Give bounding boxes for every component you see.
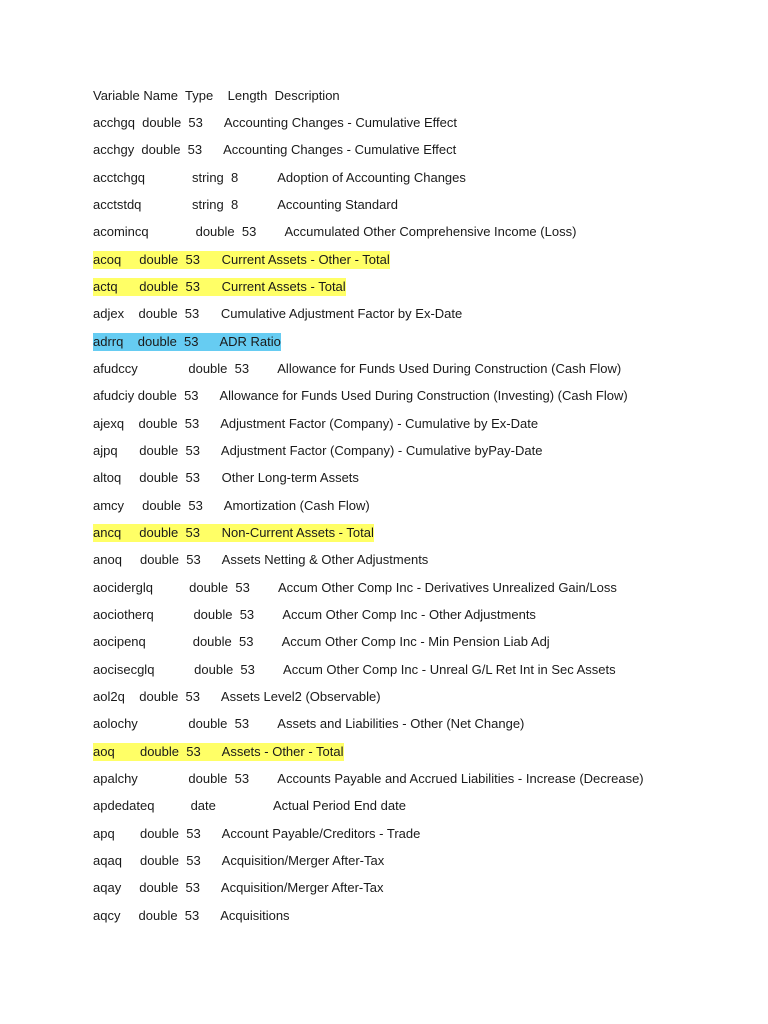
variable-line: altoq double 53 Other Long-term Assets — [93, 470, 359, 485]
variable-line: acchgy double 53 Accounting Changes - Cumulative Effect — [93, 142, 457, 157]
variable-line: aol2q double 53 Assets Level2 (Observable) — [93, 689, 381, 704]
variable-line: aocisecglq double 53 Accum Other Comp Inc - Unreal G/L Ret Int in Sec Assets — [93, 662, 616, 677]
variable-line: afudccy double 53 Allowance for Funds Used During Construction (Cash Flow) — [93, 361, 622, 376]
header-line: Variable Name Type Length Description — [93, 88, 340, 103]
variable-line: aolochy double 53 Assets and Liabilities - Other (Net Change) — [93, 716, 525, 731]
variable-line: ancq double 53 Non-Current Assets - Total — [93, 525, 374, 540]
variable-line: aqay double 53 Acquisition/Merger After-Tax — [93, 880, 384, 895]
variable-line: aociderglq double 53 Accum Other Comp Inc - Derivatives Unrealized Gain/Loss — [93, 580, 617, 595]
variable-line: aqcy double 53 Acquisitions — [93, 908, 290, 923]
variable-line: amcy double 53 Amortization (Cash Flow) — [93, 498, 370, 513]
variable-line: acctstdq string 8 Accounting Standard — [93, 197, 398, 212]
variable-line: adrrq double 53 ADR Ratio — [93, 334, 281, 349]
variable-line: aociotherq double 53 Accum Other Comp Inc - Other Adjustments — [93, 607, 536, 622]
variable-line: actq double 53 Current Assets - Total — [93, 279, 346, 294]
variable-line: apdedateq date Actual Period End date — [93, 798, 406, 813]
variable-line: acctchgq string 8 Adoption of Accounting Changes — [93, 170, 466, 185]
variable-line: aqaq double 53 Acquisition/Merger After-Tax — [93, 853, 385, 868]
variable-line: aocipenq double 53 Accum Other Comp Inc - Min Pension Liab Adj — [93, 634, 550, 649]
variable-line: apalchy double 53 Accounts Payable and Accrued Liabilities - Increase (Decrease) — [93, 771, 644, 786]
variable-line: acchgq double 53 Accounting Changes - Cumulative Effect — [93, 115, 457, 130]
variable-line: apq double 53 Account Payable/Creditors - Trade — [93, 826, 421, 841]
variable-line: ajpq double 53 Adjustment Factor (Company) - Cumulative byPay-Date — [93, 443, 543, 458]
variable-line: ajexq double 53 Adjustment Factor (Company) - Cumulative by Ex-Date — [93, 416, 539, 431]
variable-line: aoq double 53 Assets - Other - Total — [93, 744, 344, 759]
variable-line: afudciy double 53 Allowance for Funds Used During Construction (Investing) (Cash Flow) — [93, 388, 628, 403]
variable-line: anoq double 53 Assets Netting & Other Adjustments — [93, 552, 429, 567]
variable-line: adjex double 53 Cumulative Adjustment Factor by Ex-Date — [93, 306, 463, 321]
variable-line: acomincq double 53 Accumulated Other Comprehensive Income (Loss) — [93, 224, 577, 239]
variable-line: acoq double 53 Current Assets - Other - Total — [93, 252, 390, 267]
